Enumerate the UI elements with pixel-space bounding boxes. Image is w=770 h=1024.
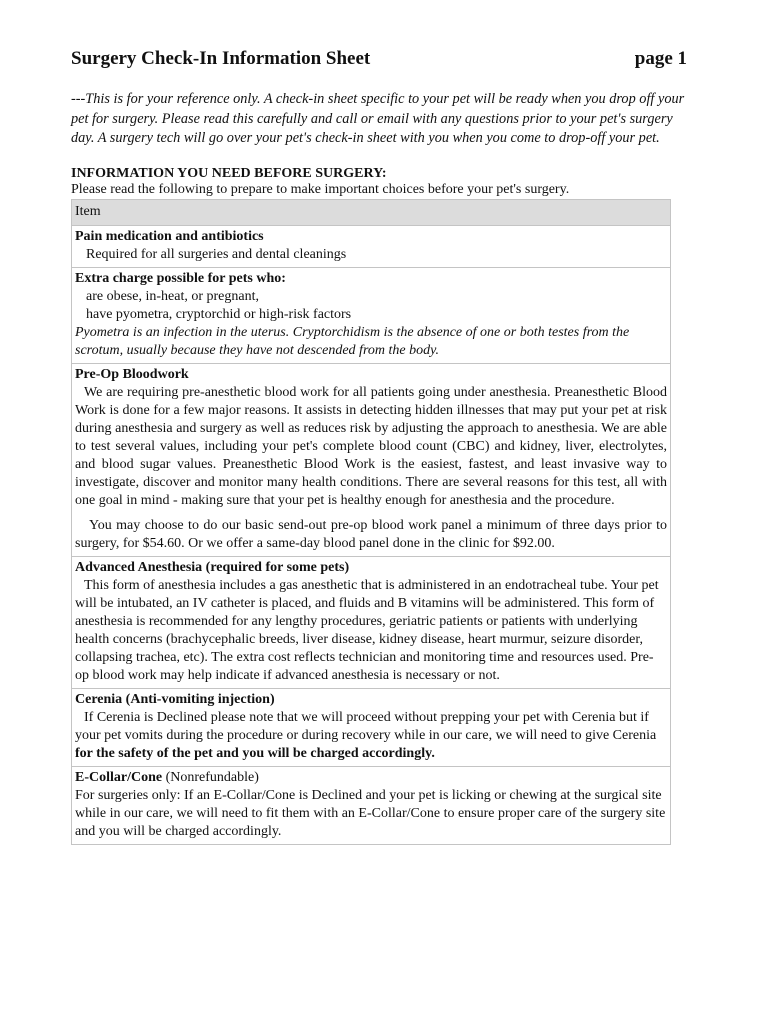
extra-charge-cell: [72, 267, 671, 363]
table-header-row: [72, 199, 671, 225]
section-subheading: Please read the following to prepare to make important choices before your pet's surgery.: [71, 181, 570, 197]
items-table: [71, 199, 671, 845]
extra-charge-line: have pyometra, cryptorchid or high-risk factors: [86, 306, 352, 322]
page-number: page 1: [634, 48, 687, 69]
ecollar-title: E-Collar/Cone: [75, 769, 163, 785]
ecollar-text: For surgeries only: If an E-Collar/Cone is Declined and your pet is licking or chewing at the surgical site while in our care, we will need to fit them with an E-Collar/Cone to ensure proper care of the surgery site and you will be charged accordingly.: [75, 787, 666, 839]
section-heading: INFORMATION YOU NEED BEFORE SURGERY:: [71, 165, 387, 181]
advanced-anesthesia-text: This form of anesthesia includes a gas anesthetic that is administered in an endotracheal tube. Your pet will be intubated, an IV catheter is placed, and fluids and B vitamins will be administered. This form of anesthesia is recommended for any lengthy procedures, geriatric patients or patients with underlying health concerns (brachycephalic breeds, liver disease, kidney disease, heart murmur, seizure disorder, collapsing trachea, etc). The extra cost reflects technician and monitoring time and resources used. Pre-op blood work may help indicate if advanced anesthesia is necessary or not.: [75, 577, 659, 683]
cerenia-bold-text: for the safety of the pet and you will be charged accordingly.: [75, 745, 435, 761]
cerenia-cell: [72, 688, 671, 766]
ecollar-cell: [72, 766, 671, 844]
document-header: [71, 48, 687, 70]
cerenia-title: Cerenia (Anti-vomiting injection): [75, 691, 275, 707]
table-row: [72, 688, 671, 766]
table-row: [72, 363, 671, 556]
cerenia-text: If Cerenia is Declined please note that we will proceed without prepping your pet with Cerenia but if your pet vomits during the procedure or during recovery while in our care, we will need to give Cerenia: [75, 709, 657, 743]
table-row: [72, 556, 671, 688]
pain-medication-text: Required for all surgeries and dental cleanings: [86, 246, 347, 262]
document-page: [71, 48, 687, 845]
ecollar-heading: [75, 769, 667, 787]
table-row: [72, 267, 671, 363]
advanced-anesthesia-cell: [72, 556, 671, 688]
table-row: [72, 225, 671, 267]
cerenia-text-block: [75, 709, 667, 763]
intro-paragraph: ---This is for your reference only. A check-in sheet specific to your pet will be ready when you drop off your pet for surgery. Please read this carefully and call or email with any questions prior to your pet's surgery day. A surgery tech will go over your pet's check-in sheet with you when you come to drop-off your pet.: [71, 91, 685, 146]
ecollar-qualifier: (Nonrefundable): [162, 769, 259, 785]
preop-bloodwork-title: Pre-Op Bloodwork: [75, 366, 189, 382]
extra-charge-title: Extra charge possible for pets who:: [75, 270, 286, 286]
preop-bloodwork-pricing: You may choose to do our basic send-out pre-op blood work panel a minimum of three days prior to surgery, for $54.60. Or we offer a same-day blood panel done in the clinic for $92.00.: [75, 517, 667, 551]
pain-medication-title: Pain medication and antibiotics: [75, 228, 264, 244]
extra-charge-line: are obese, in-heat, or pregnant,: [86, 288, 259, 304]
table-row: [72, 766, 671, 844]
preop-bloodwork-cell: [72, 363, 671, 556]
pain-medication-cell: [72, 225, 671, 267]
advanced-anesthesia-title: Advanced Anesthesia (required for some pets): [75, 559, 350, 575]
extra-charge-note: Pyometra is an infection in the uterus. Cryptorchidism is the absence of one or both testes from the scrotum, usually because they have not descended from the body.: [75, 324, 630, 358]
document-title: Surgery Check-In Information Sheet: [71, 48, 371, 69]
column-header-item: Item: [72, 199, 671, 225]
preop-bloodwork-paragraph: We are requiring pre-anesthetic blood work for all patients going under anesthesia. Preanesthetic Blood Work is done for a few major reasons. It assists in detecting hidden illnesses that may put your pet at risk during anesthesia and surgery as well as reduces risk by adjusting the approach to anesthesia. We are able to test several values, including your pet's complete blood count (CBC) and kidney, liver, electrolytes, and blood sugar values. Preanesthetic Blood Work is the easiest, fastest, and least invasive way to investigate, discover and monitor many health conditions. There are several reasons for this test, all with one goal in mind - making sure that your pet is healthy enough for anesthesia and the procedure.: [75, 384, 667, 508]
